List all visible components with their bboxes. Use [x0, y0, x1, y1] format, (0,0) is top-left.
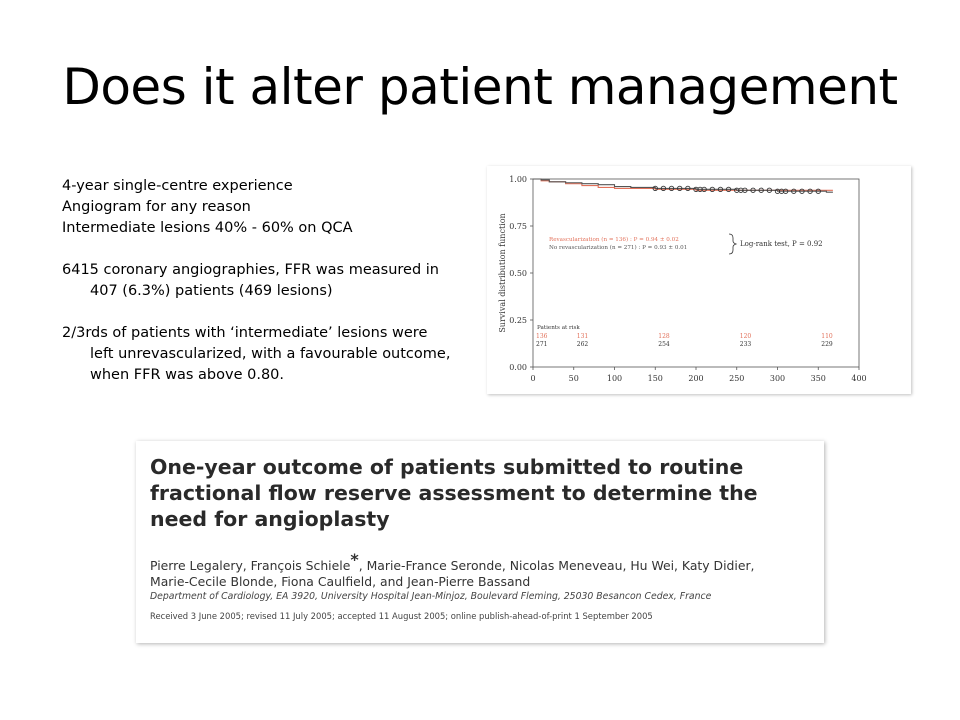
paper-header-image: [136, 441, 824, 643]
authors-line2: Marie-Cecile Blonde, Fiona Caulfield, and Jean-Pierre Bassand: [150, 574, 531, 590]
paper-authors: [150, 552, 820, 590]
bullet-item: 6415 coronary angiographies, FFR was measured in 407 (6.3%) patients (469 lesions): [62, 262, 439, 299]
kaplan-meier-figure: [487, 166, 911, 394]
bullet-item: 4-year single-centre experience: [62, 178, 293, 194]
authors-line1-rest: , Marie-France Seronde, Nicolas Meneveau, Hu Wei, Katy Didier,: [358, 558, 755, 574]
x-tick-label: 100: [606, 374, 623, 383]
risk-value: 271: [536, 341, 548, 348]
risk-value: 128: [658, 333, 670, 340]
corresponding-asterisk: *: [350, 550, 359, 569]
legend-brace: [729, 234, 736, 254]
chart-legend: [549, 234, 823, 254]
y-tick-label: 0.75: [509, 222, 527, 231]
risk-value: 120: [739, 333, 752, 340]
risk-table-label: Patients at risk: [537, 325, 580, 331]
risk-value: 262: [576, 341, 589, 348]
y-tick-label: 0.00: [509, 363, 527, 372]
risk-value: 233: [739, 341, 752, 348]
paper-affiliation: Department of Cardiology, EA 3920, University Hospital Jean-Minjoz, Boulevard Fleming, 25030 Besancon Cedex, France: [150, 591, 712, 602]
spacer: [62, 239, 454, 260]
y-tick-label: 1.00: [509, 175, 527, 184]
x-tick-label: 350: [810, 374, 826, 383]
risk-value: 229: [821, 341, 833, 348]
risk-value: 136: [536, 333, 548, 340]
risk-value: 110: [821, 333, 833, 340]
x-tick-label: 400: [851, 374, 867, 383]
y-tick-label: 0.25: [509, 316, 527, 325]
legend-entry-0: Revascularization (n = 136) : P = 0.94 ± 0.02: [549, 237, 679, 243]
x-tick-label: 0: [530, 374, 536, 383]
paper-title: One-year outcome of patients submitted to routine fractional flow reserve assessment to determine the need for angioplasty: [150, 455, 758, 531]
bullet-item: 2/3rds of patients with ‘intermediate’ lesions were left unrevascularized, with a favourable outcome, when FFR was above 0.80.: [62, 325, 451, 383]
x-tick-label: 300: [769, 374, 786, 383]
risk-table: [536, 325, 833, 348]
x-tick-label: 200: [688, 374, 704, 383]
spacer: [62, 302, 454, 323]
slide-title: Does it alter patient management: [62, 58, 898, 116]
x-tick-label: 50: [568, 374, 579, 383]
bullet-list: [62, 176, 454, 386]
risk-value: 131: [576, 333, 589, 340]
logrank-annotation: Log-rank test, P = 0.92: [740, 240, 823, 248]
x-tick-label: 150: [647, 374, 663, 383]
y-tick-label: 0.50: [509, 269, 527, 278]
kaplan-meier-chart: [487, 166, 911, 394]
x-tick-label: 250: [729, 374, 745, 383]
paper-dates: Received 3 June 2005; revised 11 July 2005; accepted 11 August 2005; online publish-ahead-of-print 1 September 2005: [150, 611, 653, 621]
chart-axes: [498, 179, 859, 367]
bullet-item: Angiogram for any reason: [62, 199, 251, 215]
y-axis-label: Survival distribution function: [498, 213, 507, 333]
bullet-item: Intermediate lesions 40% - 60% on QCA: [62, 220, 353, 236]
legend-entry-1: No revascularization (n = 271) : P = 0.93 ± 0.01: [549, 245, 688, 251]
authors-line1: Pierre Legalery, François Schiele: [150, 558, 351, 574]
chart-ticks: [509, 175, 866, 383]
risk-value: 254: [658, 341, 670, 348]
